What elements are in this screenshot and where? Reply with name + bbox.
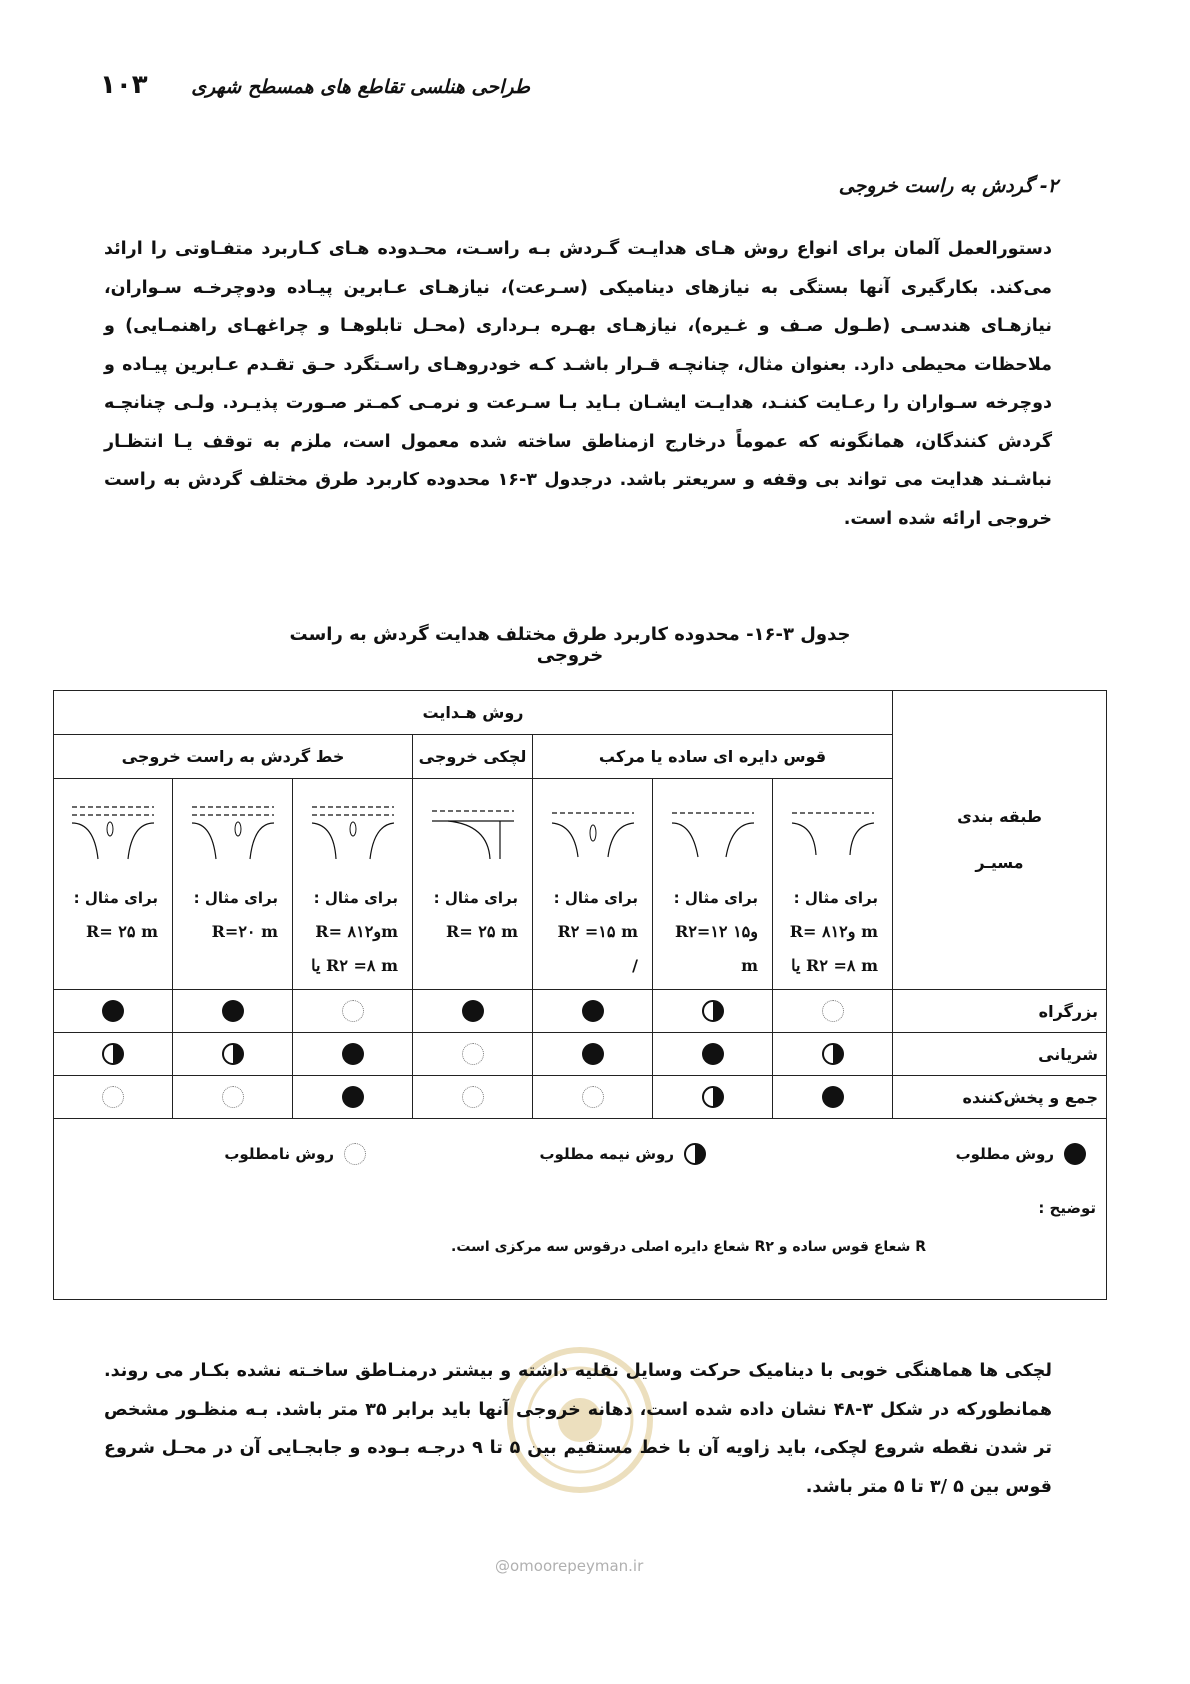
- note-text: R شعاع قوس ساده و R۲ شعاع دایره اصلی درقوس سه مرکزی است.: [451, 1239, 926, 1255]
- rating-full: [582, 1043, 604, 1065]
- rating-half-icon: [684, 1143, 706, 1165]
- rating-empty: [462, 1043, 484, 1065]
- rating-empty: [582, 1086, 604, 1108]
- method-column-5: [293, 779, 413, 990]
- rating-full: [822, 1086, 844, 1108]
- radius-value: R= ۲۵ m: [446, 922, 518, 941]
- sketch-turn-lane-island: [308, 795, 398, 865]
- method-column-2: [653, 779, 773, 990]
- book-title: طراحی هنلسی تقاطع های همسطح شهری: [191, 76, 530, 98]
- classification-label-2: مسیـر: [975, 853, 1024, 872]
- rating-half: [702, 1000, 724, 1022]
- sketch-turn-lane-island-2: [188, 795, 278, 865]
- legend-semi-label: روش نیمه مطلوب: [539, 1145, 674, 1163]
- radius-value: R= ۲۵ m: [86, 922, 158, 941]
- row-label-freeway: بزرگراه: [893, 990, 1107, 1033]
- method-column-6: [173, 779, 293, 990]
- rating-full: [582, 1000, 604, 1022]
- note-label: توضیح :: [1038, 1199, 1096, 1217]
- rating-half: [822, 1043, 844, 1065]
- classification-label-1: طبقه بندی: [957, 807, 1042, 826]
- paragraph-2: لچکی ها هماهنگی خوبی با دینامیک حرکت وسایل نقلیه داشته و بیشتر درمنـاطق ساخـته نشده بکـار می روند. همانطورکه در شکل ۳-۴۸ نشان داده شده است، دهانه خروجی آنها باید برابر ۳۵ متر باشد. بـه منظـور مشخص تر شدن نقطه شروع لچکی، باید زاویه آن با خط مستقیم بین ۵ تا ۹ درجـه بـوده و جابجـایی آن در محـل شروع قوس بین ۵ /۳ تا ۵ متر باشد.: [104, 1361, 1052, 1497]
- rating-empty: [222, 1086, 244, 1108]
- rating-full: [222, 1000, 244, 1022]
- row-collector: [54, 1076, 1107, 1119]
- rating-half: [702, 1086, 724, 1108]
- radius-value-alt: یا R۲ =۸ m: [791, 956, 878, 975]
- method-column-1: [773, 779, 893, 990]
- example-label: برای مثال :: [193, 889, 278, 907]
- example-label: برای مثال :: [433, 889, 518, 907]
- sketch-turn-lane-island-3: [68, 795, 158, 865]
- row-label-collector: جمع و پخش‌کننده: [893, 1076, 1107, 1119]
- watermark-text: @omoorepeyman.ir: [495, 1557, 644, 1575]
- rating-full: [102, 1000, 124, 1022]
- row-freeway: [54, 990, 1107, 1033]
- row-label-arterial: شریانی: [893, 1033, 1107, 1076]
- group-header-curve: قوس دایره ای ساده یا مرکب: [533, 735, 893, 779]
- legend: [54, 1133, 1106, 1193]
- radius-value-alt: /: [632, 956, 638, 975]
- page-header: [100, 70, 530, 110]
- guidance-header: روش هـدایت: [54, 691, 893, 735]
- radius-value: R= ۸و۱۲ m: [789, 922, 878, 941]
- rating-half: [102, 1043, 124, 1065]
- legend-area: [54, 1119, 1107, 1300]
- group-header-taper: لچکی خروجی: [413, 735, 533, 779]
- example-label: برای مثال :: [793, 889, 878, 907]
- radius-value: R= ۸و۱۲m: [315, 922, 398, 941]
- rating-empty: [342, 1000, 364, 1022]
- radius-value-alt: یا R۲ =۸ m: [311, 956, 398, 975]
- radius-value: R۲=۱۲ و۱۵ m: [675, 922, 758, 975]
- rating-empty-icon: [344, 1143, 366, 1165]
- rating-full-icon: [1064, 1143, 1086, 1165]
- method-column-3: [533, 779, 653, 990]
- section-title: ۲- گردش به راست خروجی: [838, 175, 1058, 197]
- example-label: برای مثال :: [313, 889, 398, 907]
- row-arterial: [54, 1033, 1107, 1076]
- example-label: برای مثال :: [553, 889, 638, 907]
- legend-undesired: [224, 1143, 366, 1165]
- classification-header: [893, 691, 1107, 990]
- rating-full: [702, 1043, 724, 1065]
- legend-desired-label: روش مطلوب: [955, 1145, 1054, 1163]
- radius-value: R=۲۰ m: [211, 922, 278, 941]
- rating-empty: [462, 1086, 484, 1108]
- rating-empty: [102, 1086, 124, 1108]
- legend-semi: [539, 1143, 706, 1165]
- table-caption: جدول ۳-۱۶- محدوده کاربرد طرق مختلف هدایت گردش به راست خروجی: [289, 624, 851, 666]
- paragraph-1: دستورالعمل آلمان برای انواع روش هـای هدایـت گـردش بـه راسـت، محـدوده هـای کـاربرد متفـاوتی را ارائد می‌کند. بکارگیری آنها بستگی به نیازهای دینامیکی (سـرعت)، نیازهـای عـابرین پیـاده ودوچرخـه سـواران، نیازهـای هندسـی (طـول صـف و غـیره)، نیازهـای بهـره بـرداری (محـل تابلوهـا و چراغهـای راهنمـایی) و ملاحظات محیطی دارد. بعنوان مثال، چنانچـه قـرار باشـد کـه خودروهـای راسـتگرد حـق تقـدم عـابرین پیـاده و دوچرخه سـواران را رعـایت کننـد، هدایـت ایشـان بـاید بـا سـرعت و نرمـی کمـتر صـورت پذیـرد. ولـی چنانچـه گردش کنندگان، همانگونه که عموماً درخارج ازمناطق ساخته شده معمول است، ملزم به توقف یـا انتظـار نباشـند هدایت می تواند بی وقفه و سریعتر باشد. درجدول ۳-۱۶ محدوده کاربرد طرق مختلف گردش به راست خروجی ارائه شده است.: [104, 239, 1052, 529]
- sketch-simple-curve: [788, 795, 878, 865]
- sketch-compound-curve: [668, 795, 758, 865]
- example-label: برای مثال :: [673, 889, 758, 907]
- rating-full: [462, 1000, 484, 1022]
- sketch-exit-taper: [428, 795, 518, 865]
- guidance-table: [53, 690, 1107, 1300]
- rating-full: [342, 1086, 364, 1108]
- rating-full: [342, 1043, 364, 1065]
- rating-half: [222, 1043, 244, 1065]
- method-column-7: [54, 779, 173, 990]
- method-column-4: [413, 779, 533, 990]
- legend-desired: [956, 1143, 1086, 1165]
- legend-undesired-label: روش نامطلوب: [224, 1145, 334, 1163]
- example-label: برای مثال :: [73, 889, 158, 907]
- page-number: ۱۰۳: [100, 70, 148, 100]
- sketch-compound-curve-island: [548, 795, 638, 865]
- radius-value: R۲ =۱۵ m: [557, 922, 638, 941]
- group-header-lane: خط گردش به راست خروجی: [54, 735, 413, 779]
- rating-empty: [822, 1000, 844, 1022]
